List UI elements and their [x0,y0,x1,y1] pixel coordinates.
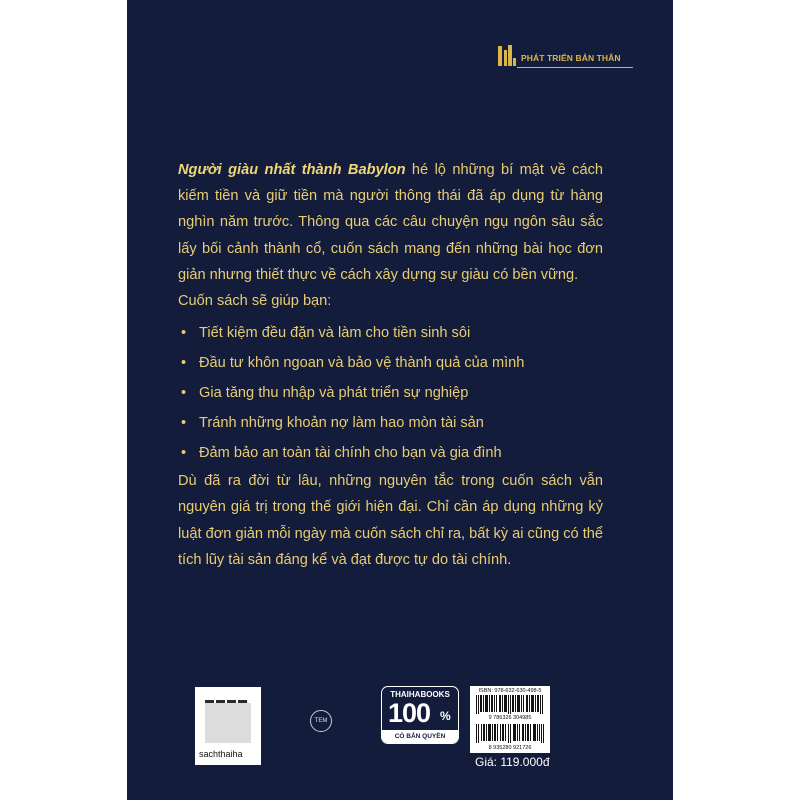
badge-brand: THAIHABOOKS [390,690,450,699]
intro-paragraph [178,157,603,288]
isbn-label: ISBN: 978-632-630-498-5 [478,688,542,694]
benefits-list [178,318,603,468]
bullet-icon: • [181,385,187,402]
book-title: Người giàu nhất thành Babylon [178,162,406,178]
store-name: sachthaiha [199,749,243,759]
bullet-icon: • [181,325,187,342]
series-underline [517,67,633,68]
closing-paragraph: Dù đã ra đời từ lâu, những nguyên tắc trong cuốn sách vẫn nguyên giá trị trong thế giới hiện đại. Chỉ cần áp dụng những kỷ luật đơn giản mỗi ngày mà cuốn sách chỉ ra, bất kỳ ai cũng có thể tích lũy tài sản đáng kể và đạt được tự do tài chính. [178,473,603,568]
list-item: • Gia tăng thu nhập và phát triển sự nghiệp [178,378,603,408]
stamp-logo-icon [205,692,249,701]
copyright-badge [381,686,459,744]
bullet-icon: • [181,445,187,462]
book-publisher-logo-icon [495,44,517,67]
isbn-barcode-icon [476,695,544,714]
intro-text: hé lộ những bí mật về cách kiếm tiền và giữ tiền mà người thông thái đã áp dụng từ hàng nghìn năm trước. Thông qua các câu chuyện ngụ ngôn sâu sắc lấy bối cảnh thành cổ, cuốn sách mang đến những bài học đơn giản nhưng thiết thực về cách xây dựng sự giàu có bền vững. [178,162,603,283]
benefits-lead: Cuốn sách sẽ giúp bạn: [178,293,332,310]
list-item: • Đảm bảo an toàn tài chính cho bạn và gia đình [178,438,603,468]
series-label [495,43,632,71]
stamp-image [205,703,251,743]
store-stamp [195,687,261,765]
tem-seal: TEM [310,710,332,732]
bullet-icon: • [181,355,187,372]
price-label: Giá: 119.000đ [475,755,550,769]
ean-barcode-icon [476,724,544,743]
ean-digits: 8 935280 921726 [488,745,532,751]
series-title: PHÁT TRIỂN BẢN THÂN [521,53,621,63]
badge-percent: % [440,709,451,723]
badge-number: 100 [388,698,431,728]
barcode-block [470,686,550,753]
blurb-text [178,157,603,573]
isbn-digits: 9 786326 304985 [488,715,532,721]
list-item: • Tiết kiệm đều đặn và làm cho tiền sinh sôi [178,318,603,348]
bullet-icon: • [181,415,187,432]
list-item: • Tránh những khoản nợ làm hao mòn tài sản [178,408,603,438]
badge-caption: CÓ BẢN QUYỀN [382,730,458,743]
list-item: • Đầu tư khôn ngoan và bảo vệ thành quả của mình [178,348,603,378]
